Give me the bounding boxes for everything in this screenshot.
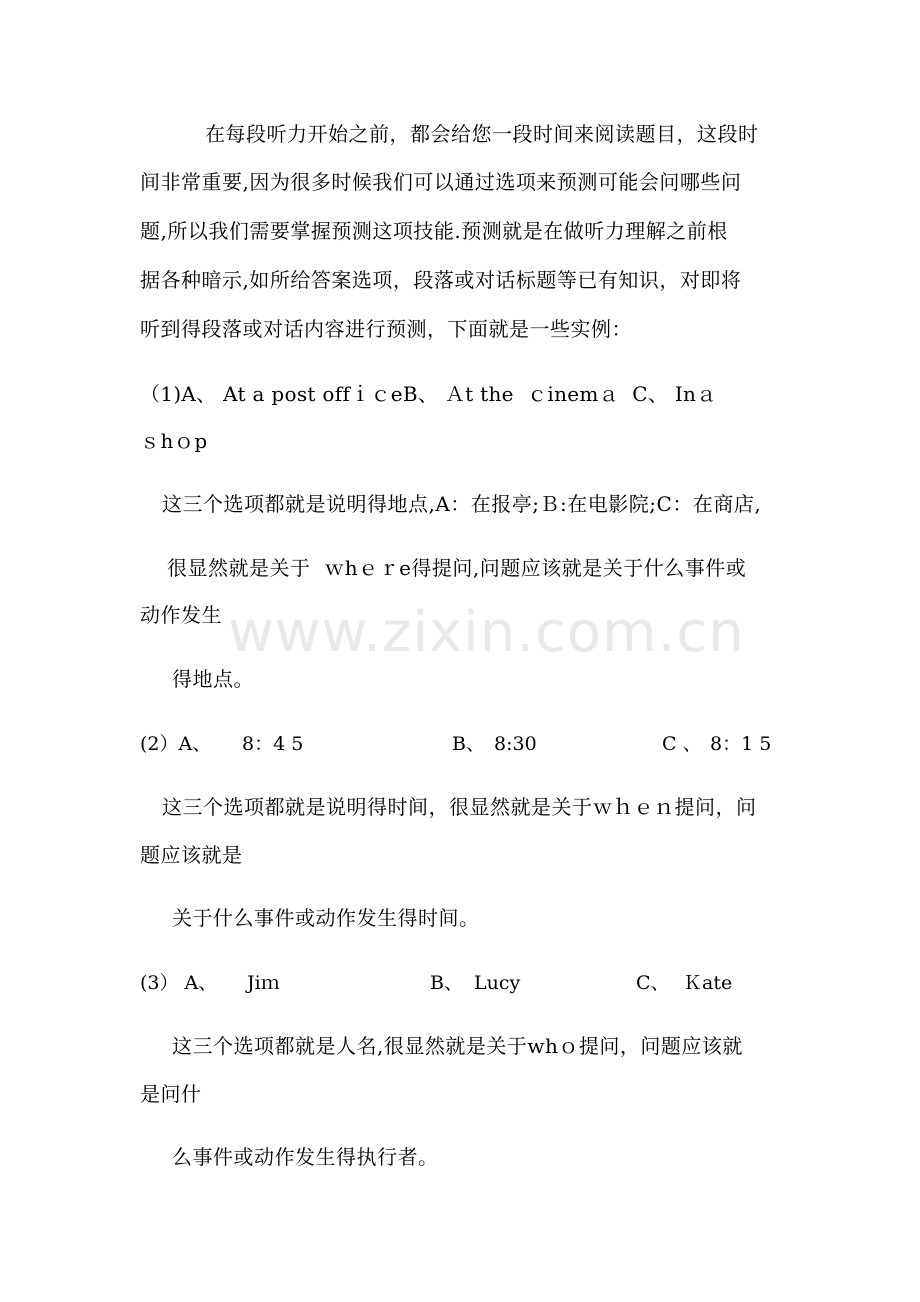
q1-explain-line-1: 这三个选项都就是说明得地点,A：在报亭;Ｂ:在电影院;C：在商店, (162, 492, 762, 516)
q2-explain-line-2: 题应该就是 (140, 843, 243, 867)
intro-line-4: 据各种暗示,如所给答案选项，段落或对话标题等已有知识，对即将 (140, 268, 742, 292)
q2-option-b-label: B、 (452, 733, 485, 755)
q3-option-b: Lucy (474, 972, 521, 994)
intro-line-3: 题,所以我们需要掌握预测这项技能.预测就是在做听力理解之前根 (140, 219, 728, 243)
watermark: www.zixin.com.cn (228, 600, 745, 665)
intro-line-5: 听到得段落或对话内容进行预测，下面就是一些实例： (140, 317, 632, 341)
q2-option-c-label: C 、 (662, 733, 702, 755)
q2-explain-line-1: 这三个选项都就是说明得时间，很显然就是关于ｗｈｅｎ提问，问 (162, 795, 757, 819)
intro-line-2: 间非常重要,因为很多时候我们可以通过选项来预测可能会问哪些问 (140, 170, 742, 194)
q3-explain-line-3: 么事件或动作发生得执行者。 (172, 1145, 439, 1169)
q1-options-line-1: （1)A、 At a post offｉｃeB、 Ａt the ｃinemａ C、 Inａ (140, 382, 717, 406)
q1-explain-line-2: 很显然就是关于 ｗhｅｒe得提问,问题应该就是关于什么事件或 (167, 556, 747, 580)
q3-option-c: Ｋate (683, 972, 733, 994)
q3-explain-line-2: 是问什 (140, 1082, 202, 1106)
q2-option-a: 8：4 5 (242, 733, 304, 755)
q3-option-c-label: C、 (636, 972, 670, 994)
q2-explain-line-3: 关于什么事件或动作发生得时间。 (172, 906, 480, 930)
q1-options-line-2: ｓhｏp (140, 429, 208, 453)
q3-explain-line-1: 这三个选项都就是人名,很显然就是关于whｏ提问，问题应该就 (172, 1034, 743, 1058)
intro-line-1: 在每段听力开始之前，都会给您一段时间来阅读题目，这段时 (205, 122, 759, 146)
q2-number: (2）A、 (140, 733, 212, 755)
q1-explain-line-4: 得地点。 (172, 667, 254, 691)
q1-explain-line-3: 动作发生 (140, 603, 222, 627)
q3-option-b-label: B、 (430, 972, 463, 994)
q3-number: (3） A、 (140, 972, 218, 994)
q3-option-a: Jiｍ (247, 972, 280, 994)
q2-option-b: 8:30 (494, 733, 537, 755)
q2-option-c: 8：1 5 (710, 733, 772, 755)
